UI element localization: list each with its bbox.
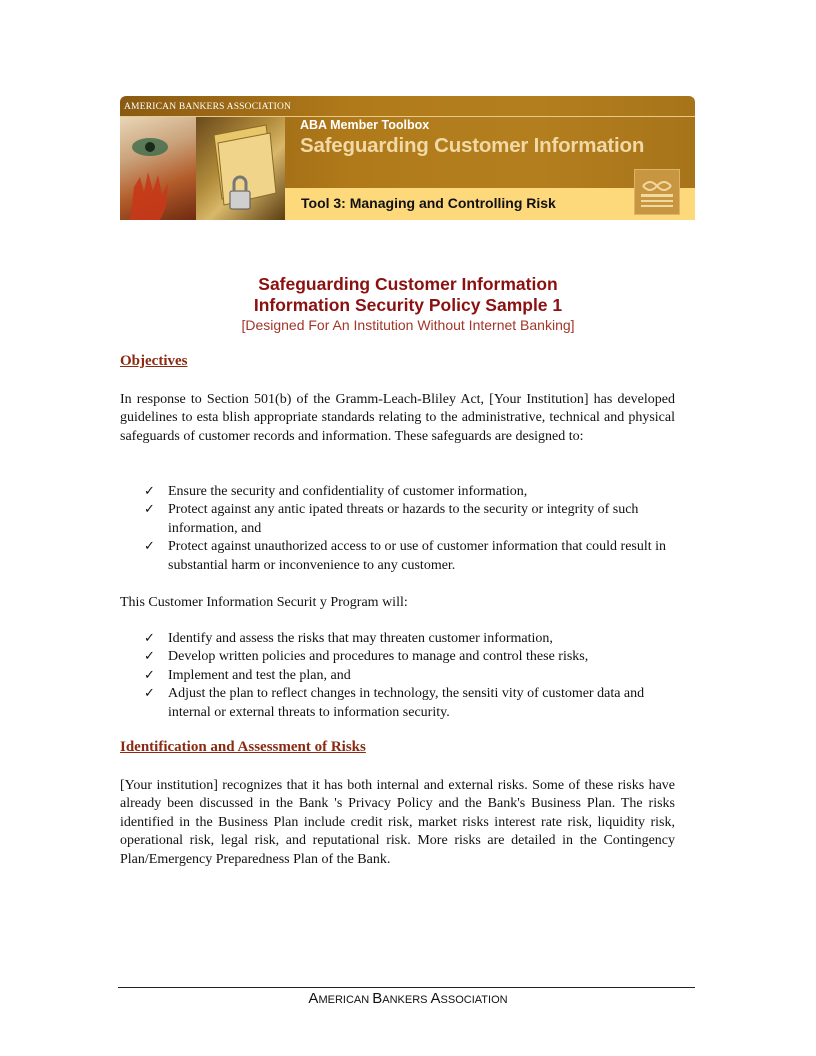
document-subtitle: [Designed For An Institution Without Internet Banking]	[241, 317, 575, 333]
list-item: ✓ Develop written policies and procedures to manage and control these risks,	[144, 648, 675, 666]
checkmark-icon: ✓	[144, 631, 155, 646]
list-item: ✓ Protect against any antic ipated threats or hazards to the security or integrity of such information, and	[144, 502, 639, 536]
checkmark-icon: ✓	[144, 539, 155, 555]
program-intro-text: This Customer Information Securit y Program will:	[120, 595, 408, 610]
checkmark-icon: ✓	[144, 667, 155, 683]
list-item: ✓ Identify and assess the risks that may threaten customer information,	[144, 630, 675, 648]
checkmark-icon: ✓	[144, 686, 155, 702]
footer-association-name: AMERICAN BANKERS ASSOCIATION	[308, 990, 508, 1007]
risks-paragraph: [Your institution] recognizes that it has both internal and external risks. Some of these risks have already been discussed in the Bank 's Privacy Policy and the Bank's Business Plan. The risks identified in the Business Plan include credit risk, market risks interest rate risk, liquidity risk, operational risk, legal risk, and reputational risk. More risks are detailed in the Contingency Plan/Emergency Preparedness Plan of the Bank.	[120, 778, 675, 867]
document-title-line2: Information Security Policy Sample 1	[253, 295, 563, 315]
program-checklist	[144, 630, 675, 722]
objectives-checklist	[144, 483, 675, 575]
list-item: ✓ Protect against unauthorized access to or use of customer information that could result in substantial harm or inconvenience to any customer.	[144, 539, 667, 573]
footer-divider	[118, 987, 695, 988]
banner-tool-label: Tool 3: Managing and Controlling Risk	[301, 195, 556, 211]
section-heading-objectives: Objectives	[120, 353, 188, 369]
banner-association-name: AMERICAN BANKERS ASSOCIATION	[124, 102, 292, 112]
header-banner	[120, 96, 695, 220]
checkmark-icon: ✓	[144, 484, 155, 499]
list-item: ✓ Adjust the plan to reflect changes in technology, the sensiti vity of customer data and internal or external threats to information security.	[144, 686, 645, 720]
aba-logo-icon	[634, 169, 680, 215]
banner-toolbox-label: ABA Member Toolbox	[300, 118, 430, 132]
checkmark-icon: ✓	[144, 649, 155, 665]
banner-folder-lock-image	[196, 117, 285, 220]
document-title: Safeguarding Customer Information	[258, 274, 558, 294]
list-item: ✓ Implement and test the plan, and	[144, 667, 675, 685]
banner-title: Safeguarding Customer Information	[300, 134, 645, 157]
banner-eye-hand-image	[120, 117, 196, 220]
objectives-paragraph: In response to Section 501(b) of the Gramm-Leach-Bliley Act, [Your Institution] has developed guidelines to esta blish appropriate standards relating to the administrative, technical and physical safeguards of customer records and information. These safeguards are designed to:	[120, 392, 675, 444]
section-heading-risks: Identification and Assessment of Risks	[120, 739, 366, 755]
list-item: ✓ Ensure the security and confidentiality of customer information,	[144, 483, 675, 501]
checkmark-icon: ✓	[144, 502, 155, 518]
